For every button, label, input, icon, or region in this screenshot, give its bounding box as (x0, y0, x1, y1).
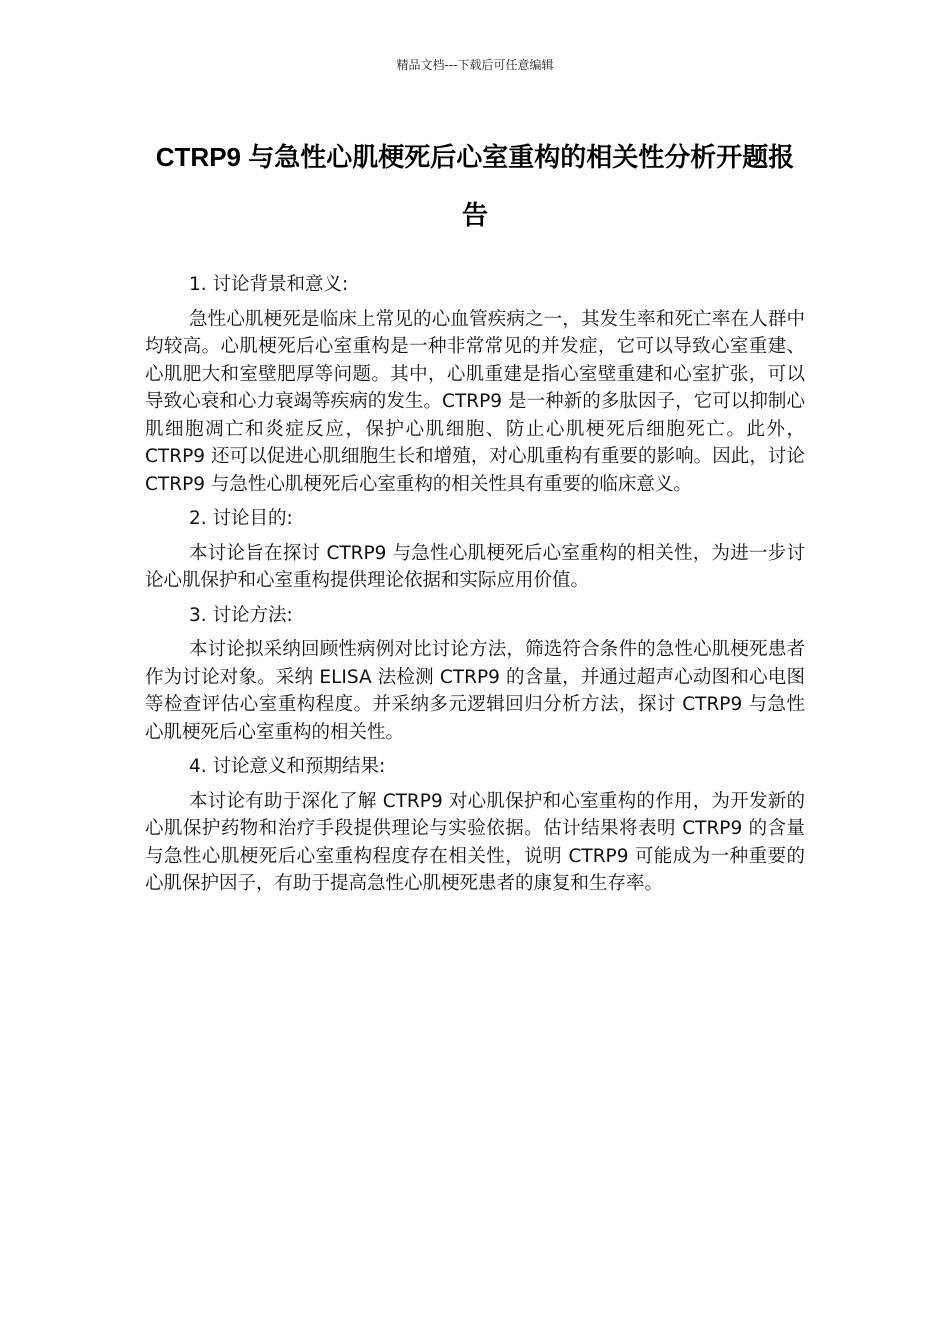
section-heading-method: 3. 讨论方法: (189, 604, 293, 626)
section-heading-purpose: 2. 讨论目的: (189, 508, 293, 529)
section-paragraph-purpose: 本讨论旨在探讨 CTRP9 与急性心肌梗死后心室重构的相关性，为进一步讨论心肌保护和心室重构提供理论依据和实际应用价值。 (145, 542, 805, 591)
section-paragraph-method: 本讨论拟采纳回顾性病例对比讨论方法，筛选符合条件的急性心肌梗死患者作为讨论对象。采纳 ELISA 法检测 CTRP9 的含量，并通过超声心动图和心电图等检查评估心室重构程度。并采纳多元逻辑回归分析方法，探讨 CTRP9 与急性心肌梗死后心室重构的相关性。 (145, 639, 805, 743)
section-paragraph-significance: 本讨论有助于深化了解 CTRP9 对心肌保护和心室重构的作用，为开发新的心肌保护药物和治疗手段提供理论与实验依据。估计结果将表明 CTRP9 的含量与急性心肌梗死后心室重构程度存在相关性，说明 CTRP9 可能成为一种重要的心肌保护因子，有助于提高急性心肌梗死患者的康复和生存率。 (145, 790, 805, 894)
section-paragraph-background: 急性心肌梗死是临床上常见的心血管疾病之一，其发生率和死亡率在人群中均较高。心肌梗死后心室重构是一种非常常见的并发症，它可以导致心室重建、心肌肥大和室壁肥厚等问题。其中，心肌重建是指心室壁重建和心室扩张，可以导致心衰和心力衰竭等疾病的发生。CTRP9 是一种新的多肽因子，它可以抑制心肌细胞凋亡和炎症反应，保护心肌细胞、防止心肌梗死后细胞死亡。此外，CTRP9 还可以促进心肌细胞生长和增殖，对心肌重构有重要的影响。因此，讨论 CTRP9 与急性心肌梗死后心室重构的相关性具有重要的临床意义。 (145, 308, 805, 495)
section-heading-background: 1. 讨论背景和意义: (189, 274, 349, 295)
document-body (145, 271, 805, 905)
document-title: CTRP9 与急性心肌梗死后心室重构的相关性分析开题报告 (155, 142, 795, 230)
page-header: 精品文档---下载后可任意编辑 (396, 58, 554, 72)
section-heading-significance: 4. 讨论意义和预期结果: (189, 756, 386, 777)
